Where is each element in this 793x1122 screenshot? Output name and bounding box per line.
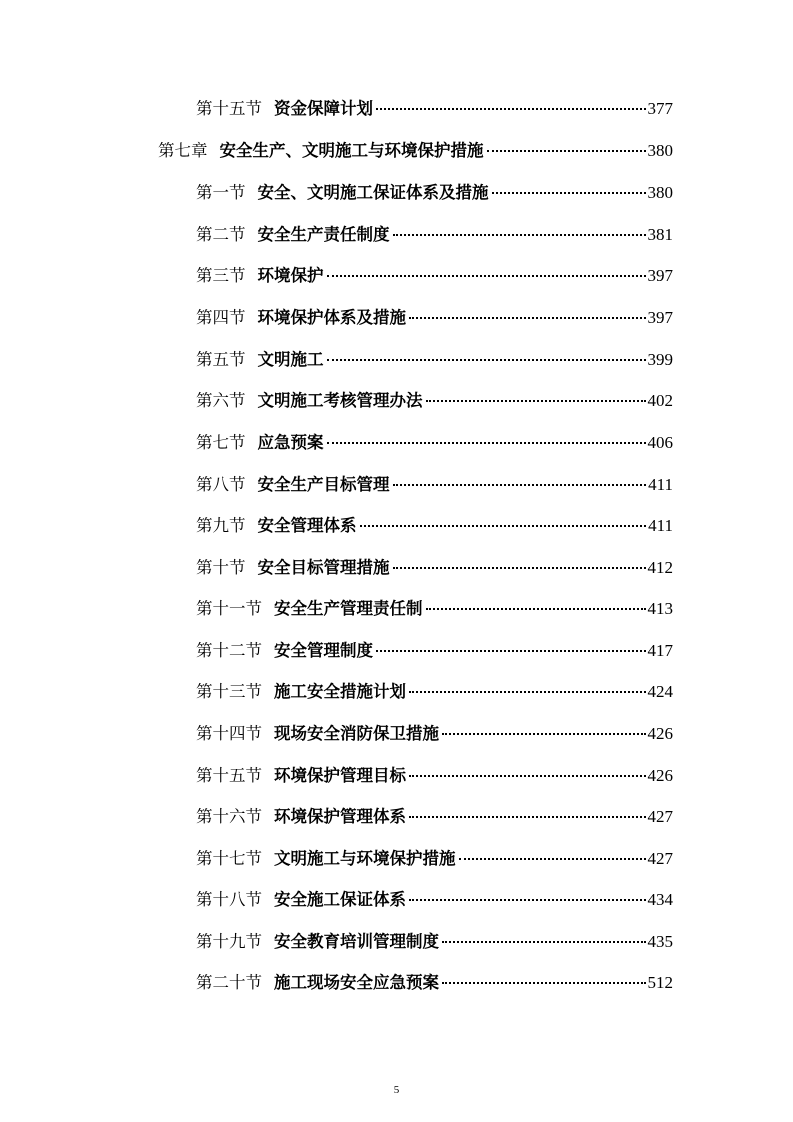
dot-leader bbox=[442, 982, 646, 984]
dot-leader bbox=[426, 400, 646, 402]
toc-entry-number: 第十六节 bbox=[196, 807, 262, 826]
toc-entry-page: 381 bbox=[647, 225, 673, 244]
dot-leader bbox=[409, 816, 646, 818]
toc-entry-title: 资金保障计划 bbox=[274, 99, 373, 118]
toc-entry-number: 第十四节 bbox=[196, 724, 262, 743]
toc-entry-section-11[interactable] bbox=[196, 596, 673, 622]
toc-entry-title: 环境保护 bbox=[257, 266, 324, 285]
toc-entry-number: 第十一节 bbox=[196, 599, 262, 618]
dot-leader bbox=[376, 108, 646, 110]
toc-entry-section-1[interactable] bbox=[196, 180, 673, 206]
toc-entry-number: 第七章 bbox=[158, 141, 208, 160]
toc-entry-title: 现场安全消防保卫措施 bbox=[274, 724, 439, 743]
toc-entry-title: 安全生产目标管理 bbox=[257, 475, 390, 494]
toc-entry-number: 第十九节 bbox=[196, 932, 262, 951]
dot-leader bbox=[409, 899, 646, 901]
toc-entry-title: 安全生产管理责任制 bbox=[274, 599, 423, 618]
toc-entry-section-6[interactable] bbox=[196, 388, 673, 414]
toc-entry-chapter-7[interactable] bbox=[158, 138, 673, 164]
toc-entry-number: 第十五节 bbox=[196, 766, 262, 785]
page-number: 5 bbox=[393, 1084, 400, 1096]
toc-entry-title: 安全生产责任制度 bbox=[257, 225, 390, 244]
toc-entry-section-3[interactable] bbox=[196, 263, 673, 289]
toc-entry-number: 第二节 bbox=[196, 225, 246, 244]
dot-leader bbox=[327, 275, 646, 277]
toc-entry-page: 427 bbox=[647, 849, 673, 868]
toc-entry-page: 426 bbox=[647, 766, 673, 785]
toc-entry-section-4[interactable] bbox=[196, 305, 673, 331]
toc-entry-number: 第十二节 bbox=[196, 641, 262, 660]
toc-entry-number: 第二十节 bbox=[196, 973, 262, 992]
toc-entry-page: 380 bbox=[647, 141, 673, 160]
dot-leader bbox=[409, 317, 646, 319]
dot-leader bbox=[409, 775, 646, 777]
dot-leader bbox=[327, 359, 646, 361]
dot-leader bbox=[360, 525, 647, 527]
toc-entry-section-15-funding[interactable] bbox=[196, 96, 673, 122]
toc-entry-number: 第九节 bbox=[196, 516, 246, 535]
dot-leader bbox=[487, 150, 646, 152]
toc-entry-section-14[interactable] bbox=[196, 721, 673, 747]
toc-entry-page: 424 bbox=[647, 682, 673, 701]
toc-entry-section-19[interactable] bbox=[196, 929, 673, 955]
toc-entry-page: 435 bbox=[647, 932, 673, 951]
toc-entry-title: 环境保护管理目标 bbox=[274, 766, 406, 785]
toc-entry-title: 安全生产、文明施工与环境保护措施 bbox=[219, 141, 484, 160]
toc-entry-number: 第五节 bbox=[196, 350, 246, 369]
toc-entry-number: 第十八节 bbox=[196, 890, 262, 909]
toc-entry-title: 应急预案 bbox=[257, 433, 324, 452]
toc-entry-page: 402 bbox=[647, 391, 673, 410]
toc-entry-number: 第四节 bbox=[196, 308, 246, 327]
toc-entry-section-18[interactable] bbox=[196, 887, 673, 913]
toc-entry-title: 环境保护管理体系 bbox=[274, 807, 406, 826]
toc-entry-title: 文明施工考核管理办法 bbox=[257, 391, 423, 410]
toc-entry-page: 406 bbox=[647, 433, 673, 452]
dot-leader bbox=[442, 941, 646, 943]
toc-entry-title: 文明施工 bbox=[257, 350, 324, 369]
toc-entry-section-10[interactable] bbox=[196, 555, 673, 581]
toc-entry-page: 411 bbox=[648, 475, 673, 494]
toc-entry-number: 第十五节 bbox=[196, 99, 262, 118]
toc-entry-page: 397 bbox=[647, 266, 673, 285]
toc-entry-section-20[interactable] bbox=[196, 970, 673, 996]
dot-leader bbox=[409, 691, 646, 693]
dot-leader bbox=[327, 442, 646, 444]
dot-leader bbox=[393, 234, 646, 236]
toc-entry-number: 第十七节 bbox=[196, 849, 262, 868]
toc-entry-number: 第七节 bbox=[196, 433, 246, 452]
toc-entry-section-16[interactable] bbox=[196, 804, 673, 830]
toc-entry-section-5[interactable] bbox=[196, 347, 673, 373]
toc-entry-number: 第三节 bbox=[196, 266, 246, 285]
toc-entry-section-7[interactable] bbox=[196, 430, 673, 456]
toc-entry-page: 417 bbox=[647, 641, 673, 660]
toc-entry-number: 第一节 bbox=[196, 183, 246, 202]
toc-entry-number: 第十节 bbox=[196, 558, 246, 577]
toc-entry-number: 第十三节 bbox=[196, 682, 262, 701]
dot-leader bbox=[376, 650, 646, 652]
toc-entry-page: 377 bbox=[647, 99, 673, 118]
toc-entry-title: 安全、文明施工保证体系及措施 bbox=[257, 183, 489, 202]
toc-entry-section-2[interactable] bbox=[196, 222, 673, 248]
toc-entry-section-15[interactable] bbox=[196, 763, 673, 789]
toc-entry-title: 施工安全措施计划 bbox=[274, 682, 406, 701]
toc-entry-page: 427 bbox=[647, 807, 673, 826]
toc-entry-title: 安全目标管理措施 bbox=[257, 558, 390, 577]
toc-entry-section-12[interactable] bbox=[196, 638, 673, 664]
toc-entry-page: 412 bbox=[647, 558, 673, 577]
toc-entry-title: 安全施工保证体系 bbox=[274, 890, 406, 909]
toc-entry-title: 安全管理制度 bbox=[274, 641, 373, 660]
toc-entry-page: 512 bbox=[647, 973, 673, 992]
toc-entry-page: 399 bbox=[647, 350, 673, 369]
dot-leader bbox=[393, 567, 646, 569]
toc-entry-title: 安全管理体系 bbox=[257, 516, 357, 535]
toc-entry-page: 426 bbox=[647, 724, 673, 743]
toc-entry-number: 第六节 bbox=[196, 391, 246, 410]
toc-entry-page: 434 bbox=[647, 890, 673, 909]
toc-entry-page: 411 bbox=[648, 516, 673, 535]
dot-leader bbox=[393, 484, 647, 486]
toc-entry-title: 文明施工与环境保护措施 bbox=[274, 849, 456, 868]
toc-entry-section-8[interactable] bbox=[196, 472, 673, 498]
toc-entry-section-17[interactable] bbox=[196, 846, 673, 872]
toc-entry-title: 环境保护体系及措施 bbox=[257, 308, 406, 327]
toc-entry-page: 413 bbox=[647, 599, 673, 618]
toc-entry-section-13[interactable] bbox=[196, 679, 673, 705]
toc-entry-page: 397 bbox=[647, 308, 673, 327]
toc-entry-section-9[interactable] bbox=[196, 513, 673, 539]
toc-entry-number: 第八节 bbox=[196, 475, 246, 494]
dot-leader bbox=[442, 733, 646, 735]
dot-leader bbox=[426, 608, 646, 610]
dot-leader bbox=[459, 858, 646, 860]
toc-entry-page: 380 bbox=[647, 183, 673, 202]
toc-entry-title: 安全教育培训管理制度 bbox=[274, 932, 439, 951]
dot-leader bbox=[492, 192, 646, 194]
toc-entry-title: 施工现场安全应急预案 bbox=[274, 973, 439, 992]
